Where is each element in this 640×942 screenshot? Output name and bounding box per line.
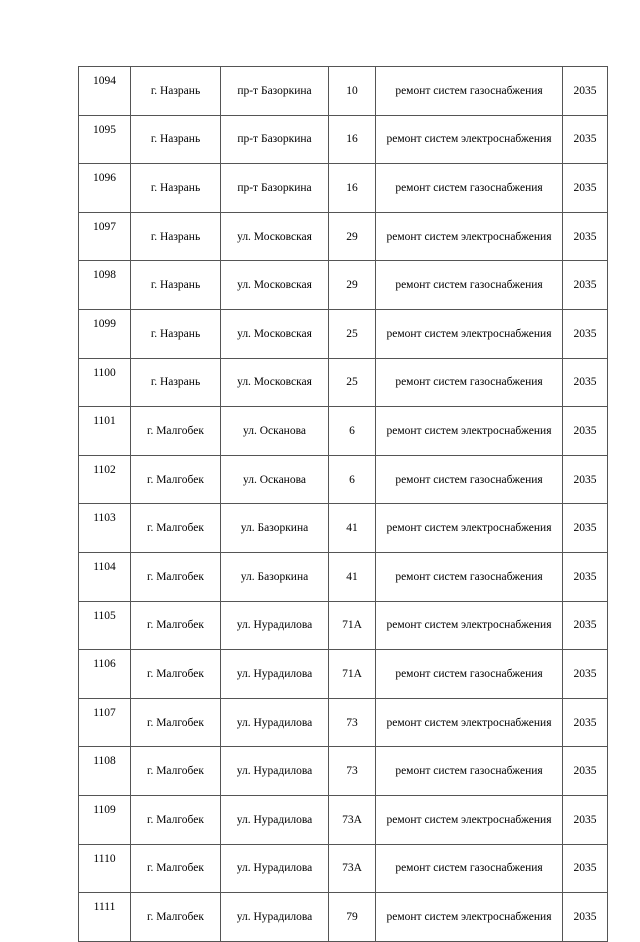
street-cell: ул. Нурадилова [221, 650, 329, 699]
work-type-cell: ремонт систем электроснабжения [376, 601, 563, 650]
city-cell: г. Малгобек [131, 795, 221, 844]
city-cell: г. Малгобек [131, 893, 221, 942]
row-number-cell: 1098 [79, 261, 131, 310]
row-number-cell: 1096 [79, 164, 131, 213]
house-number-cell: 41 [329, 552, 376, 601]
work-type-cell: ремонт систем электроснабжения [376, 893, 563, 942]
work-type-cell: ремонт систем электроснабжения [376, 115, 563, 164]
row-number-cell: 1107 [79, 698, 131, 747]
street-cell: ул. Московская [221, 309, 329, 358]
house-number-cell: 73 [329, 747, 376, 796]
city-cell: г. Назрань [131, 212, 221, 261]
house-number-cell: 16 [329, 164, 376, 213]
city-cell: г. Назрань [131, 309, 221, 358]
table-row [79, 115, 608, 164]
house-number-cell: 29 [329, 261, 376, 310]
city-cell: г. Назрань [131, 358, 221, 407]
year-cell: 2035 [563, 552, 608, 601]
street-cell: ул. Нурадилова [221, 747, 329, 796]
table-row [79, 601, 608, 650]
street-cell: ул. Осканова [221, 455, 329, 504]
table-row [79, 309, 608, 358]
table-row [79, 261, 608, 310]
year-cell: 2035 [563, 407, 608, 456]
street-cell: ул. Осканова [221, 407, 329, 456]
house-number-cell: 73А [329, 795, 376, 844]
street-cell: ул. Нурадилова [221, 698, 329, 747]
work-type-cell: ремонт систем электроснабжения [376, 212, 563, 261]
row-number-cell: 1095 [79, 115, 131, 164]
work-type-cell: ремонт систем газоснабжения [376, 358, 563, 407]
table-row [79, 552, 608, 601]
work-type-cell: ремонт систем газоснабжения [376, 747, 563, 796]
year-cell: 2035 [563, 115, 608, 164]
city-cell: г. Малгобек [131, 504, 221, 553]
year-cell: 2035 [563, 698, 608, 747]
city-cell: г. Малгобек [131, 698, 221, 747]
street-cell: пр-т Базоркина [221, 67, 329, 116]
table-row [79, 407, 608, 456]
city-cell: г. Малгобек [131, 650, 221, 699]
table-row [79, 164, 608, 213]
row-number-cell: 1103 [79, 504, 131, 553]
year-cell: 2035 [563, 601, 608, 650]
work-type-cell: ремонт систем электроснабжения [376, 795, 563, 844]
street-cell: ул. Нурадилова [221, 795, 329, 844]
city-cell: г. Назрань [131, 67, 221, 116]
row-number-cell: 1097 [79, 212, 131, 261]
table-row [79, 650, 608, 699]
city-cell: г. Назрань [131, 164, 221, 213]
row-number-cell: 1106 [79, 650, 131, 699]
work-type-cell: ремонт систем газоснабжения [376, 650, 563, 699]
table-row [79, 67, 608, 116]
house-number-cell: 10 [329, 67, 376, 116]
row-number-cell: 1094 [79, 67, 131, 116]
house-number-cell: 71А [329, 650, 376, 699]
city-cell: г. Малгобек [131, 601, 221, 650]
year-cell: 2035 [563, 358, 608, 407]
house-number-cell: 73 [329, 698, 376, 747]
row-number-cell: 1105 [79, 601, 131, 650]
house-number-cell: 29 [329, 212, 376, 261]
table-row [79, 358, 608, 407]
table-row [79, 795, 608, 844]
row-number-cell: 1109 [79, 795, 131, 844]
work-type-cell: ремонт систем газоснабжения [376, 164, 563, 213]
year-cell: 2035 [563, 504, 608, 553]
house-number-cell: 25 [329, 309, 376, 358]
year-cell: 2035 [563, 309, 608, 358]
house-number-cell: 41 [329, 504, 376, 553]
table-body [79, 67, 608, 942]
city-cell: г. Малгобек [131, 747, 221, 796]
table-row [79, 844, 608, 893]
year-cell: 2035 [563, 212, 608, 261]
year-cell: 2035 [563, 893, 608, 942]
house-number-cell: 79 [329, 893, 376, 942]
work-type-cell: ремонт систем газоснабжения [376, 67, 563, 116]
house-number-cell: 6 [329, 455, 376, 504]
table-row [79, 893, 608, 942]
row-number-cell: 1104 [79, 552, 131, 601]
street-cell: ул. Московская [221, 212, 329, 261]
work-type-cell: ремонт систем электроснабжения [376, 309, 563, 358]
work-type-cell: ремонт систем газоснабжения [376, 552, 563, 601]
city-cell: г. Малгобек [131, 455, 221, 504]
street-cell: ул. Московская [221, 261, 329, 310]
table-row [79, 504, 608, 553]
city-cell: г. Назрань [131, 115, 221, 164]
year-cell: 2035 [563, 261, 608, 310]
row-number-cell: 1100 [79, 358, 131, 407]
work-type-cell: ремонт систем электроснабжения [376, 698, 563, 747]
street-cell: ул. Нурадилова [221, 893, 329, 942]
table-row [79, 698, 608, 747]
table-row [79, 455, 608, 504]
work-type-cell: ремонт систем газоснабжения [376, 261, 563, 310]
table-row [79, 747, 608, 796]
city-cell: г. Назрань [131, 261, 221, 310]
work-type-cell: ремонт систем электроснабжения [376, 407, 563, 456]
city-cell: г. Малгобек [131, 407, 221, 456]
city-cell: г. Малгобек [131, 844, 221, 893]
street-cell: ул. Нурадилова [221, 601, 329, 650]
year-cell: 2035 [563, 747, 608, 796]
row-number-cell: 1108 [79, 747, 131, 796]
street-cell: ул. Нурадилова [221, 844, 329, 893]
year-cell: 2035 [563, 844, 608, 893]
street-cell: ул. Московская [221, 358, 329, 407]
year-cell: 2035 [563, 164, 608, 213]
street-cell: ул. Базоркина [221, 552, 329, 601]
work-type-cell: ремонт систем газоснабжения [376, 455, 563, 504]
year-cell: 2035 [563, 67, 608, 116]
house-number-cell: 16 [329, 115, 376, 164]
table-row [79, 212, 608, 261]
year-cell: 2035 [563, 650, 608, 699]
row-number-cell: 1099 [79, 309, 131, 358]
street-cell: ул. Базоркина [221, 504, 329, 553]
house-number-cell: 71А [329, 601, 376, 650]
city-cell: г. Малгобек [131, 552, 221, 601]
row-number-cell: 1102 [79, 455, 131, 504]
house-number-cell: 73А [329, 844, 376, 893]
work-type-cell: ремонт систем электроснабжения [376, 504, 563, 553]
row-number-cell: 1101 [79, 407, 131, 456]
street-cell: пр-т Базоркина [221, 115, 329, 164]
house-number-cell: 6 [329, 407, 376, 456]
year-cell: 2035 [563, 455, 608, 504]
street-cell: пр-т Базоркина [221, 164, 329, 213]
work-type-cell: ремонт систем газоснабжения [376, 844, 563, 893]
row-number-cell: 1111 [79, 893, 131, 942]
house-number-cell: 25 [329, 358, 376, 407]
row-number-cell: 1110 [79, 844, 131, 893]
repair-schedule-table [78, 66, 608, 942]
year-cell: 2035 [563, 795, 608, 844]
